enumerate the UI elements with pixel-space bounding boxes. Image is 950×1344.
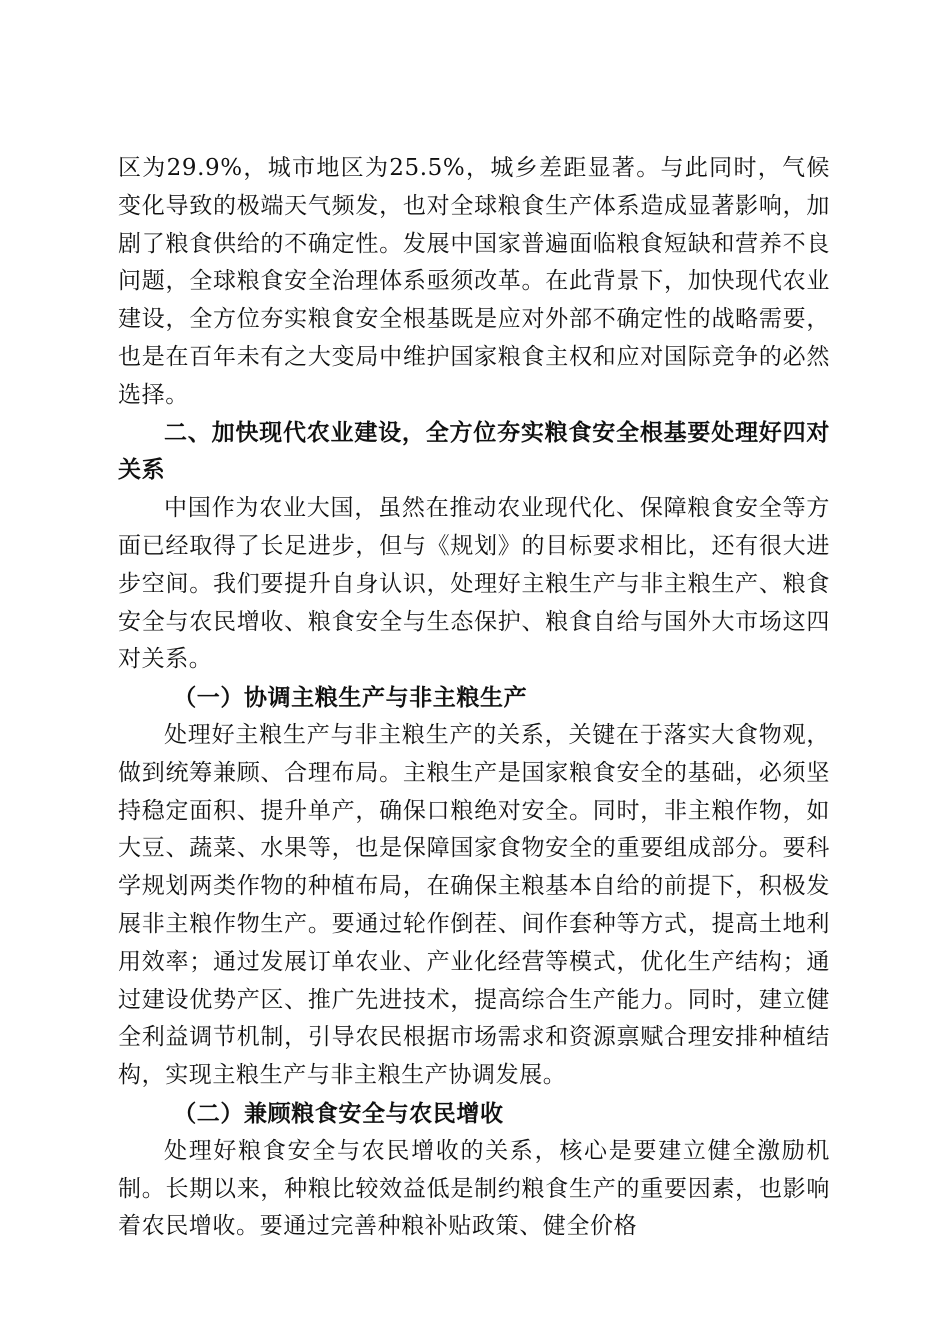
subheading-two: （二）兼顾粮食安全与农民增收 <box>173 1099 504 1127</box>
section-heading-two: 二、加快现代农业建设，全方位夯实粮食安全根基要处理好四对关系 <box>118 419 830 484</box>
paragraph-farmer-income: 处理好粮食安全与农民增收的关系，核心是要建立健全激励机制。长期以来，种粮比较效益低是制约粮食生产的重要因素，也影响着农民增收。要通过完善种粮补贴政策、健全价格 <box>118 1137 830 1240</box>
paragraph-continuation: 区为29.9%，城市地区为25.5%，城乡差距显著。与此同时，气候变化导致的极端天气频发，也对全球粮食生产体系造成显著影响，加剧了粮食供给的不确定性。发展中国家普遍面临粮食短缺和营养不良问题，全球粮食安全治理体系亟须改革。在此背景下，加快现代农业建设，全方位夯实粮食安全根基既是应对外部不确定性的战略需要，也是在百年未有之大变局中维护国家粮食主权和应对国际竞争的必然选择。 <box>118 155 830 408</box>
subheading-one: （一）协调主粮生产与非主粮生产 <box>173 684 528 712</box>
document-body <box>118 150 830 1246</box>
paragraph-intro-relations: 中国作为农业大国，虽然在推动农业现代化、保障粮食安全等方面已经取得了长足进步，但与《规划》的目标要求相比，还有很大进步空间。我们要提升自身认识，处理好主粮生产与非主粮生产、粮食安全与农民增收、粮食安全与生态保护、粮食自给与国外大市场这四对关系。 <box>118 495 830 673</box>
paragraph-staple-grain: 处理好主粮生产与非主粮生产的关系，关键在于落实大食物观，做到统筹兼顾、合理布局。主粮生产是国家粮食安全的基础，必须坚持稳定面积、提升单产，确保口粮绝对安全。同时，非主粮作物，如大豆、蔬菜、水果等，也是保障国家食物安全的重要组成部分。要科学规划两类作物的种植布局，在确保主粮基本自给的前提下，积极发展非主粮作物生产。要通过轮作倒茬、间作套种等方式，提高土地利用效率；通过发展订单农业、产业化经营等模式，优化生产结构；通过建设优势产区、推广先进技术，提高综合生产能力。同时，建立健全利益调节机制，引导农民根据市场需求和资源禀赋合理安排种植结构，实现主粮生产与非主粮生产协调发展。 <box>118 721 830 1089</box>
